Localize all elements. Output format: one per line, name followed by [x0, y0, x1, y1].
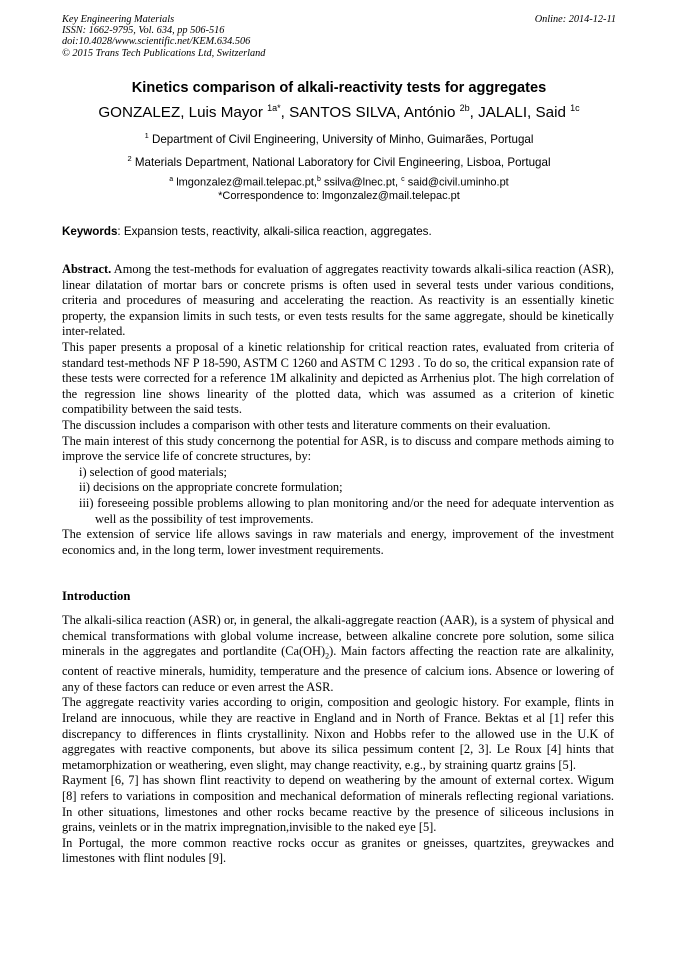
abstract-paragraph-3: The discussion includes a comparison with other tests and literature comments on their evaluation. [62, 417, 551, 432]
author-jalali: , JALALI, Said [469, 104, 571, 122]
affiliation-2-text: Materials Department, National Laboratory for Civil Engineering, Lisboa, Portugal [131, 155, 551, 169]
keywords-text: : Expansion tests, reactivity, alkali-silica reaction, aggregates. [117, 225, 432, 238]
author-jalali-sup: 1c [570, 103, 580, 113]
doi-line: doi:10.4028/www.scientific.net/KEM.634.506 [62, 36, 251, 48]
abstract-text-1: Among the test-methods for evaluation of aggregates reactivity towards alkali-silica reaction (ASR), linear dilatation of mortar bars or concrete prisms is often used in several tests under various conditions, criteria and procedures of measuring and accelerating the reaction. As reactivity is an essentially kinetic property, the expansion limits in such tests, or even tests results for the same aggregate, should be kinetically inter-related. [62, 262, 614, 339]
affiliation-2 [0, 154, 678, 169]
author-gonzalez: GONZALEZ, Luis Mayor [98, 104, 268, 122]
abstract-paragraph-4: The main interest of this study concernong the potential for ASR, is to discuss and compare methods aiming to improve the service life of concrete structures, by: [62, 433, 614, 464]
intro-paragraph-4: In Portugal, the more common reactive rocks occur as granites or gneisses, quartzites, greywackes and limestones with flint nodules [9]. [62, 835, 614, 866]
journal-name: Key Engineering Materials [62, 14, 175, 25]
author-santos-silva-sup: 2b [459, 103, 470, 113]
introduction-heading: Introduction [62, 589, 131, 603]
affiliation-1-text: Department of Civil Engineering, University of Minho, Guimarães, Portugal [148, 132, 534, 146]
abstract-paragraph-1 [62, 262, 614, 340]
author-list [0, 103, 678, 121]
abstract-paragraph-2: This paper presents a proposal of a kinetic relationship for critical reaction rates, evaluated from criteria of standard test-methods NF P 18-590, ASTM C 1260 and ASTM C 1293 . To do so, the critical expansion rate of these tests were corrected for a reference 1M alkalinity and depicted as Arrhenius plot. The high correlation of the regression line shows linearity of the plotted data, which was assumed as a criterion of kinetic compatibility between the said tests. [62, 339, 614, 417]
author-gonzalez-sup: 1a* [267, 103, 281, 113]
copyright-line: © 2015 Trans Tech Publications Ltd, Switzerland [62, 47, 266, 59]
issn-line: ISSN: 1662-9795, Vol. 634, pp 506-516 [62, 25, 225, 37]
email-c: said@civil.uminho.pt [404, 176, 509, 189]
intro-p1-part-a: The alkali-silica reaction (ASR) or, in general, the alkali-aggregate reaction (AAR), is a system of physical and chemical transformations with global volume increase, between alkaline concrete pore solution, some silica minerals in the aggregates and portlandite (Ca(OH) [62, 613, 614, 659]
correspondence-line: *Correspondence to: lmgonzalez@mail.telepac.pt [218, 190, 460, 202]
email-b-sup: b [316, 176, 321, 183]
journal-header [62, 14, 265, 59]
abstract-label: Abstract. [62, 262, 112, 276]
keywords-line [62, 225, 432, 238]
email-a: lmgonzalez@mail.telepac.pt, [173, 176, 317, 189]
abstract-paragraph-5: The extension of service life allows savings in raw materials and energy, improvement of the investment economics and, in the long term, lower investment requirements. [62, 527, 614, 557]
paper-title: Kinetics comparison of alkali-reactivity tests for aggregates [131, 80, 547, 96]
keywords-label: Keywords [62, 225, 118, 238]
intro-paragraph-2: The aggregate reactivity varies according to origin, composition and geologic history. For example, flints in Ireland are innocuous, while they are reactive in England and in North of France. Bektas et al [1] refer this discrepancy to differences in flints crystallinity. Nixon and Hobbs refer to the allowed use in the U.K of aggregates with reactive components, but above its silica pessimum content [2, 3]. Le Roux [4] hints that metamorphization or weathering, even slight, may change reactivity, e.g., by straining quartz grains [5]. [62, 695, 614, 772]
intro-p1-part-b: ). Main factors affecting the reaction rate are alkalinity, content of reactive minerals, humidity, temperature and the presence of calcium ions. Absence or lowering of any of these factors can reduce or even arrest the ASR. [62, 644, 615, 694]
intro-paragraph-1 [62, 613, 614, 695]
affiliation-1-sup: 1 [144, 131, 149, 140]
affiliation-2-sup: 2 [127, 154, 132, 163]
abstract-section [62, 262, 614, 558]
abstract-list-item-1: i) selection of good materials; [79, 464, 227, 479]
affiliation-1 [0, 131, 678, 146]
intro-paragraph-3: Rayment [6, 7] has shown flint reactivity to depend on weathering by the amount of external cortex. Wigum [8] refers to variations in composition and mechanical deformation of minerals reflecting regional variations. In other situations, limestones and other rocks became reactive by the presence of siliceous inclusions in grains, veinlets or in the matrix impregnation,invisible to the naked eye [5]. [62, 773, 614, 835]
intro-p1-subscript: 2 [325, 651, 330, 661]
introduction-section [62, 613, 614, 867]
email-a-sup: a [169, 176, 174, 183]
email-b: ssilva@lnec.pt, [320, 176, 402, 189]
abstract-list-item-3-text: iii) foreseeing possible problems allowing to plan monitoring and/or the need for adequate intervention as well as the possibility of test improvements. [79, 495, 614, 526]
online-date: Online: 2014-12-11 [534, 14, 616, 25]
email-line [0, 176, 678, 189]
abstract-list-item-2: ii) decisions on the appropriate concrete formulation; [79, 480, 343, 495]
author-santos-silva: , SANTOS SILVA, António [280, 104, 460, 122]
email-c-sup: c [401, 176, 405, 183]
abstract-list-item-3 [62, 496, 614, 527]
